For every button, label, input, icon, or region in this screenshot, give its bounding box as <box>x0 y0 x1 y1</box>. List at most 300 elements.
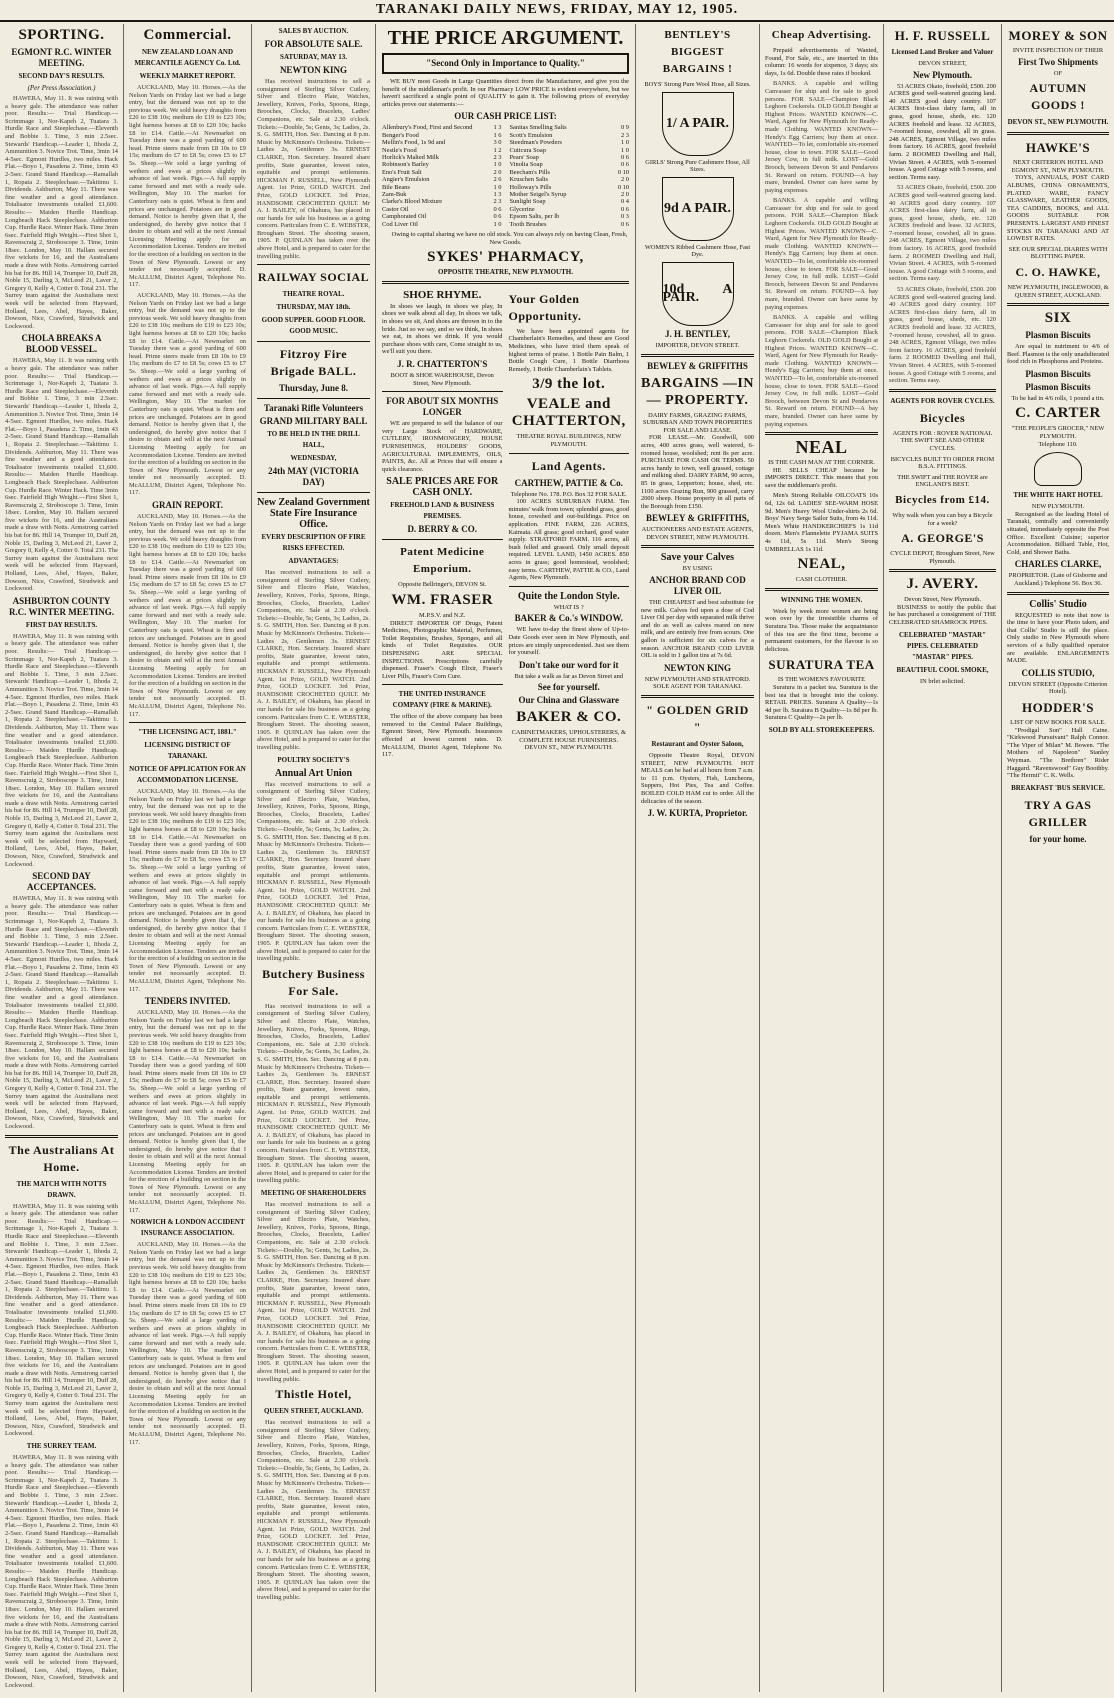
hosiery-price-box <box>662 92 734 156</box>
ad-body: AGENTS FOR : ROVER NATIONAL THE SWIFT SEE AND OTHER CYCLES. <box>892 429 993 452</box>
heading: ASHBURTON COUNTY R.C. WINTER MEETING. <box>8 595 115 617</box>
heading: SALES BY AUCTION. <box>278 27 349 35</box>
price-item: Angier's Emulsion <box>382 176 430 184</box>
heading: for your home. <box>1029 833 1087 844</box>
column-sporting <box>0 24 124 1692</box>
heading: GOOD SUPPER. GOOD FLOOR. GOOD MUSIC. <box>261 316 366 336</box>
article-body: AUCKLAND, May 10. Horses.—As the Nelson Yards on Friday last we had a large entry, but the demand was not up to the previous week. We sold heavy draughts from £20 to £38 10s; medium do £19 to £23 10s; light harness horses at £8 to £20 10s; hacks £8 to £14. Cattle.—At Newmarket on Tuesday there was a good yarding of 600 head. Prime steers made from £8 10s to £9 15s; medium do £7 to £8 5s; cows £5 to £7 5s. Sheep.—We sold a large yarding of wethers and ewes at prices slightly in advance of last week. Pigs.—A full supply came forward and met with a ready sale. Wellington, May 10. The market for Canterbury oats is quiet. Wheat is firm and prices are unchanged. Potatoes are in good demand. Notice is hereby given that I, the undersigned, do hereby give notice that I desire to obtain and will at the next Annual Licensing Meeting apply for an Accommodation License. Tenders are invited for the erection of a building on section in the Town of New Plymouth. Lowest or any tender not necessarily accepted. D. McALLUM, District Agent, Telephone No. 117. <box>129 513 246 718</box>
heading: TO BE HELD IN THE DRILL HALL, <box>267 430 360 450</box>
ad-line: WOMEN'S Ribbed Cashmere Hose, Fast Dye. <box>644 243 751 259</box>
divider <box>5 1135 118 1138</box>
heading: TRY A GAS GRILLER <box>1024 797 1092 829</box>
divider <box>257 341 370 342</box>
ad-body: 53 ACRES Okato, freehold, £500. 200 ACRES good well-watered grazing land. 40 ACRES good dairy country. 107 ACRES first-class dairy farm, all in grass, good house, sheds, etc. 120 ACRES freehold and lease. 32 ACRES, 7-roomed house, cowshed, all in grass. 248 ACRES, Egmont Village, two miles from factory. 16 ACRES, good freehold farm. 2 ROOMED Dwelling and Hall, Vivian Street. 4 ACRES, with 5-roomed house. A good Cottage with 5 rooms, and section. Terms easy. <box>889 184 996 283</box>
ad-title: BENTLEY'S BIGGEST BARGAINS ! <box>662 29 733 75</box>
price-row <box>382 147 629 154</box>
heading: Our China and Glassware <box>518 695 619 706</box>
article-body: AUCKLAND, May 10. Horses.—As the Nelson Yards on Friday last we had a large entry, but the demand was not up to the previous week. We sold heavy draughts from £20 to £38 10s; medium do £19 to £23 10s; light harness horses at £8 to £20 10s; hacks £8 to £14. Cattle.—At Newmarket on Tuesday there was a good yarding of 600 head. Prime steers made from £8 10s to £9 15s; medium do £7 to £8 5s; cows £5 to £7 5s. Sheep.—We sold a large yarding of wethers and ewes at prices slightly in advance of last week. Pigs.—A full supply came forward and met with a ready sale. Wellington, May 10. The market for Canterbury oats is quiet. Wheat is firm and prices are unchanged. Potatoes are in good demand. Notice is hereby given that I, the undersigned, do hereby give notice that I desire to obtain and will at the next Annual Licensing Meeting apply for an Accommodation License. Tenders are invited for the erection of a building on section in the Town of New Plymouth. Lowest or any tender not necessarily accepted. D. McALLUM, District Agent, Telephone No. 117. <box>129 292 246 497</box>
column-notices <box>252 24 376 1692</box>
ad-body: DIRECT IMPORTER OF Drugs, Patent Medicines, Photographic Material, Perfumes, Toilet Requisites, Brushes, Sponges, and all kinds of Toilet Requisites. OUR DISPENSING ARE SPECIAL INSPECTIONS. Prescriptions carefully dispensed. Fraser's Cough Elixir, Fraser's Liver Pills, Fraser's Corn Cure. <box>382 619 503 680</box>
article-body: AUCKLAND, May 10. Horses.—As the Nelson Yards on Friday last we had a large entry, but the demand was not up to the previous week. We sold heavy draughts from £20 to £38 10s; medium do £19 to £23 10s; light harness horses at £8 to £20 10s; hacks £8 to £14. Cattle.—At Newmarket on Tuesday there was a good yarding of 600 head. Prime steers made from £8 10s to £9 15s; medium do £7 to £8 5s; cows £5 to £7 5s. Sheep.—We sold a large yarding of wethers and ewes at prices slightly in advance of last week. Pigs.—A full supply came forward and met with a ready sale. Wellington, May 10. The market for Canterbury oats is quiet. Wheat is firm and prices are unchanged. Potatoes are in good demand. Notice is hereby given that I, the undersigned, do hereby give notice that I desire to obtain and will at the next Annual Licensing Meeting apply for an Accommodation License. Tenders are invited for the erection of a building on section in the Town of New Plymouth. Lowest or any tender not necessarily accepted. D. McALLUM, District Agent, Telephone No. 117. <box>129 84 246 289</box>
price-value: 2 3 <box>493 198 502 206</box>
heading: NEW ZEALAND LOAN AND MERCANTILE AGENCY Co. Ltd. <box>134 48 241 67</box>
dateline: (Per Press Association.) <box>27 84 96 92</box>
heading: SIX <box>1044 310 1072 327</box>
heading: AUTUMN GOODS ! <box>1029 81 1087 113</box>
price-item: Vinolia Soap <box>509 161 543 169</box>
heading: BAKER & Co.'s WINDOW. <box>514 613 623 624</box>
hosiery-price-box <box>662 177 734 241</box>
price-value: 0 6 <box>621 205 629 213</box>
ad-address: AUCTIONEERS AND ESTATE AGENTS, DEVON STREET, NEW PLYMOUTH. <box>641 526 754 541</box>
heading: FREEHOLD LAND & BUSINESS PREMISES. <box>390 501 495 521</box>
heading: Restaurant and Oyster Saloon, <box>651 740 744 748</box>
price-item: Pears' Soap <box>509 154 539 161</box>
price-value: 0 6 <box>493 205 502 213</box>
ad-body: WE are prepared to sell the balance of our very Large Stock of HARDWARE, CUTLERY, IRONMONGERY, HOUSE FURNISHINGS, HOLDERS' GOODS, AGRICULTURAL IMPLEMENTS, OILS, PAINTS, &c. All at Prices that will ensure a quick clearance. <box>382 420 503 473</box>
heading: D. BERRY & CO. <box>407 524 478 535</box>
ad-subtitle: OF <box>1053 69 1063 77</box>
heading: CELEBRATED "MASTAR" PIPES. CELEBRATED "MASTAR" PIPES. <box>898 630 987 661</box>
price-item: Mother Seigel's Syrup <box>509 191 567 199</box>
section-title-commercial: Commercial. <box>143 27 232 43</box>
price-value: 1 2 <box>493 146 502 154</box>
ad-subtitle: BY USING <box>682 565 713 573</box>
article-body: Has received instructions to sell a consignment of Sterling Silver Cutlery, Silver and Electro Plate, Watches, Jewellery, Knives, Forks, Spoons, Rings, Brooches, Clocks, Bracelets, Ladies' Companions, etc. Sale at 2.30 o'clock. Tickets:—Double, 5s; Gents, 3s; Ladies, 2s. S. G. SMITH, Hon. Sec. Dancing at 8 p.m. Music by McKinnon's Orchestra. Tickets—Ladies 2s, Gentlemen 3s. ERNEST CLARKE, Hon. Secretary. Insured share profits, State guarantee, lowest rates, equitable and prompt settlements. HICKMAN F. RUSSELL, New Plymouth Agent. 1st Prize, GOLD WATCH. 2nd Prize, GOLD LOCKET. 3rd Prize, HANDSOME CROCHETED QUILT. Mr A. J. BAILEY, of Okahura, has placed in our hands for sale his business as a going concern. Particulars from C. E. WEBSTER, Brougham Street. The shooting season, 1905. P. QUINLAN has taken over the above Hotel, and is prepared to cater for the travelling public. <box>257 1002 370 1185</box>
hosiery-price-box <box>662 262 734 326</box>
price-value: 2 0 <box>493 168 502 176</box>
heading: Thistle Hotel, <box>275 1387 352 1402</box>
price-value: 1 6 <box>493 131 502 139</box>
section-title-sporting: SPORTING. <box>18 27 105 43</box>
price-tag: 9d A PAIR. <box>663 200 732 216</box>
ad-subtitle: DAIRY FARMS, GRAZING FARMS, SUBURBAN AND TOWN PROPERTIES FOR SALE AND LEASE. <box>642 411 753 434</box>
price-item: Beecham's Pills <box>509 168 550 176</box>
heading: Annual Art Union <box>274 767 353 779</box>
heading: C. CARTER <box>1015 405 1101 422</box>
divider <box>257 492 370 493</box>
heading: First Two Shipments <box>1018 56 1098 67</box>
heading: Quite the London Style. <box>517 590 620 602</box>
heading: WEDNESDAY, <box>290 454 337 463</box>
heading: Save your Calves <box>660 552 735 564</box>
heading: See for yourself. <box>537 682 600 693</box>
heading: TENDERS INVITED. <box>144 996 231 1007</box>
heading: NOTICE OF APPLICATION FOR AN ACCOMMODATION LICENSE. <box>129 765 246 785</box>
heading: RAILWAY SOCIAL <box>257 270 370 285</box>
ad-address: Devon Street, New Plymouth. <box>904 596 981 604</box>
heading: SHOE RHYME. <box>403 288 482 301</box>
heading: H. F. RUSSELL <box>894 28 991 43</box>
divider <box>889 569 996 572</box>
heading: Bicycles from £14. <box>895 493 990 506</box>
ad-body: 100 ACRES SUBURBAN FARM. Ten minutes' walk from town; splendid grass, good house, cowshed and out-buildings. Price on application. FINE FARM, 226 ACRES, Kaimata. All grass; good orchard, good water supply. STRATFORD FARM. 116 acres, all bush felled and grassed. Only small deposit required. LEVEL LAND, 1450 ACRES. 850 acres in grass; good homestead, woolshed; easy terms. CARTHEW, PATTIE & CO., Land Agents, New Plymouth. <box>508 498 629 582</box>
ad-subtitle: INVITE INSPECTION OF THEIR <box>1012 47 1104 54</box>
heading: ANCHOR BRAND COD LIVER OIL <box>649 575 746 597</box>
ad-slogan: "Second Only in Importance to Quality." <box>382 53 629 74</box>
ad-address: NEW PLYMOUTH. <box>1031 503 1085 511</box>
price-list-heading: OUR CASH PRICE LIST: <box>454 111 557 122</box>
heading: SATURDAY, MAY 13. <box>280 53 347 61</box>
divider <box>641 695 754 698</box>
heading: Butchery Business For Sale. <box>262 966 365 998</box>
divider <box>382 684 503 685</box>
heading: NEWTON KING <box>663 662 732 673</box>
ad-subtitle: But take a walk as far as Devon Street and <box>514 672 623 680</box>
ad-body: HE SELLS CHEAP because he IMPORTS DIRECT. This means that you save the middleman's profit. <box>765 466 878 489</box>
price-item: Epsom Salts, per lb <box>509 213 560 221</box>
ad-body: Are equal in nutriment to 4/6 of Beef. Plasmon is the only unadulterated food rich in Phosphorus and Proteins. <box>1007 343 1109 366</box>
column-price-argument <box>376 24 636 1692</box>
heading: SECOND DAY ACCEPTANCES. <box>26 871 97 893</box>
price-value: 2 6 <box>493 176 502 184</box>
price-item: Horlick's Malted Milk <box>382 154 439 161</box>
heading: SOLD BY ALL STOREKEEPERS. <box>768 725 875 734</box>
heading: EVERY DESCRIPTION OF FIRE RISKS EFFECTED. <box>261 533 366 553</box>
heading: WINNING THE WOMEN. <box>780 595 863 604</box>
price-item: Robinson's Barley <box>382 161 429 169</box>
divider <box>257 264 370 265</box>
price-value: 2 0 <box>621 191 629 199</box>
heading: J. H. BENTLEY, <box>665 328 730 339</box>
price-row <box>382 206 629 213</box>
ad-line: SEE OUR SPECIAL DIARIES WITH BLOTTING PAPER. <box>1008 245 1108 261</box>
price-value: 0 10 <box>617 183 629 191</box>
ad-subtitle: IS THE WOMEN'S FAVOURITE <box>777 676 866 684</box>
ad-address: BOOT & SHOE WAREHOUSE, Devon Street, New Plymouth. <box>390 372 494 387</box>
ad-address: "THE PEOPLE'S GROCER," NEW PLYMOUTH. <box>1011 425 1105 441</box>
ad-body: Men's Strong Reliable OILCOATS 10s 6d, 12s 6d. LADIES' SEE-WARM HOSE 9d. Men's Heavy Wool Under-shirts 2s 6d. Boys' Navy Serge Sailor Suits, from 4s 11d. Men's White HANDKERCHIEFS 1s 11d dozen. Men's Flannelette PYJAMA SUITS 4s 11d, 5s 11d. Men's Strong UMBRELLAS 1s 11d. <box>765 492 878 553</box>
price-value: 2 3 <box>493 154 502 161</box>
heading: NEWTON KING <box>279 65 348 75</box>
heading: C. O. HAWKE, <box>1015 264 1101 279</box>
ad-subtitle: PROPRIETOR. (Late of Gisborne and Auckland.) Telephone 56. Box 36. <box>1008 572 1108 587</box>
heading: Taranaki Rifle Volunteers <box>263 403 364 414</box>
heading: FOR ABOUT SIX MONTHS LONGER <box>386 396 499 418</box>
column-russell <box>884 24 1002 1692</box>
heading: 24th MAY (VICTORIA DAY) <box>268 466 359 488</box>
price-value: 2 3 <box>621 131 629 139</box>
divider <box>1007 592 1109 595</box>
divider <box>765 432 878 435</box>
ad-body: "Prodigal Son" Hall Caine. "Kirkwood Pursuivant" Ralph Connor. "The Viper of Milan" M. Bowen. "The Mothers of Napoleon" Stanley Weyman. "The Brethren" Rider Haggard. "Ravenswood" Guy Boothby. "The Hermit" C. K. Wells. <box>1007 726 1109 780</box>
price-value: 1 0 <box>493 220 502 228</box>
article-body: HAWERA, May 11. It was raining with a heavy gale. The attendance was rather poor. Results:— Trial Handicap.—Scrimmage 1, Nor-Kapeh 2, Tuatara 3. Hurdle Race and Steeplechase.—Eleventh and Bobbie 1. Time, 3 min 2.5sec. Stewards' Handicap.—Leader 1, Ithoda 2, Ammunition 3. Novice Trot. Time, 3min 14 4-5sec. Egmont Hurdles, two miles. Hack Flat.—Boyo 1, Pasadena 2. Time, 1min 43 2-5sec. Grand Stand Handicap.—Ramallah 1, Ropata 2. Steeplechase.—Takitimu 1. Dividends. Ashburton, May 11. There was fine weather and a good attendance. Totalisator investments totalled £1,600. Results:— Maiden Hurdle Handicap. Longbeach Hack Steeplechase. Ashburton Cup. Hurdle Race. Winter Hack. Time 3min 6sec. Fairfield High Weight.—First Shot 1, Ravenscraig 2, Stroboscope 3. Time, 1min 18sec. London, May 10. Hallam secured five wickets for 16, and the Australians made a draw with Notts. Armstrong carried his bat for 86. Hill 14, Trumper 10, Duff 28, Noble 15, Darling 3, McLeod 21, Laver 2, Gregory 0, Kelly 4, Cotter 0. Total 231. The Surrey team against the Australians next week will be selected from Hayward, Holland, Lees, Abel, Hayes, Baker, Dowson, Nice, Crawford, Strudwick and Lockwood. <box>5 95 118 330</box>
divider <box>382 539 503 540</box>
price-list <box>382 124 629 228</box>
column-morey <box>1002 24 1114 1692</box>
subcolumn-right <box>509 288 630 762</box>
price-row <box>382 176 629 183</box>
heading: DEVON ST., NEW PLYMOUTH. <box>1007 118 1109 127</box>
classifieds: BANKS. A capable and willing Canvasser for ship and for sale to good persons. FOR SALE—Champion Black Leghorn Cockerels. OLD GOLD Bought at Highest Prices. WANTED KNOWN—C. Ward, Agent for New Plymouth for Ready-made Clothing. WANTED KNOWN—Hendy's Egg Carriers; buy them at once. WANTED—To let, comfortable six-roomed house, close to town. FOR SALE—Good Jersey Cow, in full milk. LOST—Gold Brooch, between Devon St and Pendarves St. Reward on return. FOUND—A bay mare, branded. Owner can have same by paying expenses. <box>765 197 878 311</box>
price-tag: 10d A PAIR. <box>662 282 733 305</box>
price-value: 1 0 <box>493 161 502 169</box>
heading: COLLIS STUDIO, <box>1021 667 1095 678</box>
ad-title: THE PRICE ARGUMENT. <box>387 27 624 49</box>
ad-subtitle: Telephone No. 178. P.O. Box 32 FOR SALE. <box>510 490 627 498</box>
article-body: AUCKLAND, May 10. Horses.—As the Nelson Yards on Friday last we had a large entry, but the demand was not up to the previous week. We sold heavy draughts from £20 to £38 10s; medium do £19 to £23 10s; light harness horses at £8 to £20 10s; hacks £8 to £14. Cattle.—At Newmarket on Tuesday there was a good yarding of 600 head. Prime steers made from £8 10s to £9 15s; medium do £7 to £8 5s; cows £5 to £7 5s. Sheep.—We sold a large yarding of wethers and ewes at prices slightly in advance of last week. Pigs.—A full supply came forward and met with a ready sale. Wellington, May 10. The market for Canterbury oats is quiet. Wheat is firm and prices are unchanged. Potatoes are in good demand. Notice is hereby given that I, the undersigned, do hereby give notice that I desire to obtain and will at the next Annual Licensing Meeting apply for an Accommodation License. Tenders are invited for the erection of a building on section in the Town of New Plymouth. Lowest or any tender not necessarily accepted. D. McALLUM, District Agent, Telephone No. 117. <box>129 1241 246 1446</box>
heading: Bicycles <box>919 410 966 425</box>
column-cheap-advertising <box>760 24 884 1692</box>
ad-line: THE SWIFT and THE ROVER are ENGLAND'S BEST. <box>897 473 988 489</box>
price-item: Mellin's Food, 1s 9d and <box>382 139 446 147</box>
price-item: Bile Beans <box>382 183 410 191</box>
price-row <box>382 132 629 139</box>
price-item: Steedman's Powders <box>509 139 562 147</box>
heading: THEATRE ROYAL. <box>282 290 345 299</box>
heading: HODDER'S <box>1022 699 1094 715</box>
heading: CARTHEW, PATTIE & Co. <box>514 477 623 488</box>
heading: Your Golden Opportunity. <box>508 291 582 323</box>
heading: FOR ABSOLUTE SALE. <box>264 39 363 49</box>
price-value: 0 6 <box>621 154 629 161</box>
price-row <box>382 221 629 228</box>
heading: J. AVERY. <box>906 576 979 593</box>
ad-line: Why walk when you can buy a Bicycle for a week? <box>892 511 993 527</box>
heading: THE SURREY TEAM. <box>26 1442 97 1451</box>
ad-address: Opposite Bellringer's, DEVON St. <box>398 581 487 589</box>
divider <box>509 453 630 454</box>
heading: Licensed Land Broker and Valuer <box>891 48 994 56</box>
heading: EGMONT R.C. WINTER MEETING. <box>11 47 112 68</box>
price-item: Benger's Food <box>382 131 419 139</box>
divider <box>382 281 629 284</box>
heading: POULTRY SOCIETY'S <box>277 755 350 764</box>
heading: " GOLDEN GRID " <box>646 703 749 734</box>
heading: New Plymouth. <box>913 69 972 80</box>
heading: BAKER & CO. <box>516 709 622 726</box>
price-value: 0 6 <box>493 213 502 221</box>
heading: MOREY & SON <box>1008 28 1108 43</box>
price-value: 0 10 <box>617 168 629 176</box>
divider <box>641 545 754 548</box>
heading: QUEEN STREET, AUCKLAND. <box>263 1407 364 1416</box>
heading: VEALE and CHATTERTON, <box>511 396 626 430</box>
heading: LICENSING DISTRICT OF TARANAKI. <box>144 741 231 761</box>
divider <box>889 389 996 392</box>
price-value: 1 3 <box>493 191 502 199</box>
price-row <box>382 169 629 176</box>
heading: Don't take our word for it <box>519 659 619 670</box>
heading: THE WHITE HART HOTEL <box>1013 491 1103 500</box>
price-row <box>382 213 629 220</box>
pharmacy-name: SYKES' PHARMACY, <box>427 249 584 266</box>
price-item: Zam-Buk <box>382 191 407 199</box>
price-tag: 3/9 the lot. <box>532 376 606 393</box>
divider <box>641 354 754 357</box>
classifieds: BANKS. A capable and willing Canvasser for ship and for sale to good persons. FOR SALE—Champion Black Leghorn Cockerels. OLD GOLD Bought at Highest Prices. WANTED KNOWN—C. Ward, Agent for New Plymouth for Ready-made Clothing. WANTED KNOWN—Hendy's Egg Carriers; buy them at once. WANTED—To let, comfortable six-roomed house, close to town. FOR SALE—Good Jersey Cow, in full milk. LOST—Gold Brooch, between Devon St and Pendarves St. Reward on return. FOUND—A bay mare, branded. Owner can have same by paying expenses. <box>765 314 878 428</box>
divider <box>257 398 370 399</box>
price-value: 3 0 <box>493 139 502 147</box>
heading: ADVANTAGES: <box>288 557 339 566</box>
price-item: Cod Liver Oil <box>382 220 418 228</box>
article-body: Has received instructions to sell a consignment of Sterling Silver Cutlery, Silver and Electro Plate, Watches, Jewellery, Knives, Forks, Spoons, Rings, Brooches, Clocks, Bracelets, Ladies' Companions, etc. Sale at 2.30 o'clock. Tickets:—Double, 5s; Gents, 3s; Ladies, 2s. S. G. SMITH, Hon. Sec. Dancing at 8 p.m. Music by McKinnon's Orchestra. Tickets—Ladies 2s, Gentlemen 3s. ERNEST CLARKE, Hon. Secretary. Insured share profits, State guarantee, lowest rates, equitable and prompt settlements. HICKMAN F. RUSSELL, New Plymouth Agent. 1st Prize, GOLD WATCH. 2nd Prize, GOLD LOCKET. 3rd Prize, HANDSOME CROCHETED QUILT. Mr A. J. BAILEY, of Okahura, has placed in our hands for sale his business as a going concern. Particulars from C. E. WEBSTER, Brougham Street. The shooting season, 1905. P. QUINLAN has taken over the above Hotel, and is prepared to cater for the travelling public. <box>257 780 370 963</box>
price-value: 1 0 <box>621 146 629 154</box>
heading: BEAUTIFUL COOL SMOKE, <box>896 665 989 674</box>
heading: Patent Medicine Emporium. <box>400 546 485 576</box>
heading: THE UNITED INSURANCE COMPANY (FIRE & MARINE). <box>392 690 492 710</box>
article-body: HAWERA, May 11. It was raining with a heavy gale. The attendance was rather poor. Results:— Trial Handicap.—Scrimmage 1, Nor-Kapeh 2, Tuatara 3. Hurdle Race and Steeplechase.—Eleventh and Bobbie 1. Time, 3 min 2.5sec. Stewards' Handicap.—Leader 1, Ithoda 2, Ammunition 3. Novice Trot. Time, 3min 14 4-5sec. Egmont Hurdles, two miles. Hack Flat.—Boyo 1, Pasadena 2. Time, 1min 43 2-5sec. Grand Stand Handicap.—Ramallah 1, Ropata 2. Steeplechase.—Takitimu 1. Dividends. Ashburton, May 11. There was fine weather and a good attendance. Totalisator investments totalled £1,600. Results:— Maiden Hurdle Handicap. Longbeach Hack Steeplechase. Ashburton Cup. Hurdle Race. Winter Hack. Time 3min 6sec. Fairfield High Weight.—First Shot 1, Ravenscraig 2, Stroboscope 3. Time, 1min 18sec. London, May 10. Hallam secured five wickets for 16, and the Australians made a draw with Notts. Armstrong carried his bat for 86. Hill 14, Trumper 10, Duff 28, Noble 15, Darling 3, McLeod 21, Laver 2, Gregory 0, Kelly 4, Cotter 0. Total 231. The Surrey team against the Australians next week will be selected from Hayward, Holland, Lees, Abel, Hayes, Baker, Dowson, Nice, Crawford, Strudwick and Lockwood. <box>5 1454 118 1689</box>
price-tag: 1/ A PAIR. <box>665 115 730 131</box>
price-item: Eno's Fruit Salt <box>382 168 422 176</box>
price-item: Tooth Brushes <box>509 220 547 228</box>
ad-body: We have been appointed agents for Chamberlain's Remedies, and these are Good Medicines, who have tried them speak of highest terms of praise. 1 Bottle Pain Balm, 1 Bottle Cough Cure, 1 Bottle Diarrhoea Remedy, 1 Bottle Chamberlain's Tablets. <box>508 327 629 373</box>
price-value: 1 3 <box>493 124 502 132</box>
masthead: TARANAKI DAILY NEWS, FRIDAY, MAY 12, 1905. <box>0 0 1114 22</box>
heading: THE MATCH WITH NOTTS DRAWN. <box>16 1179 107 1199</box>
heading: BARGAINS —IN— PROPERTY. <box>641 375 754 408</box>
poem: In shoes we laugh, in shoes we play, In shoes we walk about all day, In shoes we talk, in shoes we sit, And shoes are thrown in to the bride. Just so we say, and so we think, In shoes we eat, in shoes we drink. If you would purchase shoes with care, Come straight to us, we'll suit you there. <box>382 302 503 356</box>
ad-address: CYCLE DEPOT, Brougham Street, New Plymouth. <box>890 550 995 565</box>
ad-address: NEW PLYMOUTH AND STRATFORD. SOLE AGENT FOR TARANAKI. <box>644 675 751 691</box>
divider <box>1007 132 1109 135</box>
ad-body: BUSINESS to notify the public that he has purchased a consignment of THE CELEBRATED SHAMROCK PIPES. <box>889 603 996 627</box>
heading: Plasmon Biscuits <box>1025 368 1091 379</box>
heading: J. W. KURTA, Proprietor. <box>647 808 748 819</box>
price-value: 1 0 <box>493 183 502 191</box>
article-body: HAWERA, May 11. It was raining with a heavy gale. The attendance was rather poor. Results:— Trial Handicap.—Scrimmage 1, Nor-Kapeh 2, Tuatara 3. Hurdle Race and Steeplechase.—Eleventh and Bobbie 1. Time, 3 min 2.5sec. Stewards' Handicap.—Leader 1, Ithoda 2, Ammunition 3. Novice Trot. Time, 3min 14 4-5sec. Egmont Hurdles, two miles. Hack Flat.—Boyo 1, Pasadena 2. Time, 1min 43 2-5sec. Grand Stand Handicap.—Ramallah 1, Ropata 2. Steeplechase.—Takitimu 1. Dividends. Ashburton, May 11. There was fine weather and a good attendance. Totalisator investments totalled £1,600. Results:— Maiden Hurdle Handicap. Longbeach Hack Steeplechase. Ashburton Cup. Hurdle Race. Winter Hack. Time 3min 6sec. Fairfield High Weight.—First Shot 1, Ravenscraig 2, Stroboscope 3. Time, 1min 18sec. London, May 10. Hallam secured five wickets for 16, and the Australians made a draw with Notts. Armstrong carried his bat for 86. Hill 14, Trumper 10, Duff 28, Noble 15, Darling 3, McLeod 21, Laver 2, Gregory 0, Kelly 4, Cotter 0. Total 231. The Surrey team against the Australians next week will be selected from Hayward, Holland, Lees, Abel, Hayes, Baker, Dowson, Nice, Crawford, Strudwick and Lockwood. <box>5 1202 118 1438</box>
price-value: 0 6 <box>621 161 629 169</box>
ad-body: Recognised as the leading Hotel of Taranaki, centrally and conveniently situated, immediately opposite the Post Office. Excellent Cuisine; superior Accommodation. Billiard Table, Hot, Cold, and Shower Baths. <box>1007 510 1109 556</box>
price-row <box>382 154 629 161</box>
ad-line: IN brlet solicited. <box>920 677 965 685</box>
price-item: Allenbury's Food, First and Second <box>382 124 473 132</box>
ad-subtitle: WHAT IS ? <box>553 603 584 611</box>
ad-line: To be had in 4/6 rolls, 1 pound a tin. <box>1011 394 1105 402</box>
ad-body: 53 ACRES Okato, freehold, £500. 200 ACRES good well-watered grazing land. 40 ACRES good dairy country. 107 ACRES first-class dairy farm, all in grass, good house, sheds, etc. 120 ACRES freehold and lease. 32 ACRES, 7-roomed house, cowshed, all in grass. 248 ACRES, Egmont Village, two miles from factory. 16 ACRES, good freehold farm. 2 ROOMED Dwelling and Hall, Vivian Street. 4 ACRES, with 5-roomed house. A good Cottage with 5 rooms, and section. Terms easy. <box>889 82 996 181</box>
ad-intro: Prepaid advertisements of Wanted, Found, For Sale, etc., are inserted in this column: 16 words for sixpence, 3 days; six days, 1s 6d. Double these rates if booked. <box>765 47 878 77</box>
price-item: Sunlight Soap <box>509 198 546 206</box>
article-body: Has received instructions to sell a consignment of Sterling Silver Cutlery, Silver and Electro Plate, Watches, Jewellery, Knives, Forks, Spoons, Rings, Brooches, Clocks, Bracelets, Ladies' Companions, etc. Sale at 2.30 o'clock. Tickets:—Double, 5s; Gents, 3s; Ladies, 2s. S. G. SMITH, Hon. Sec. Dancing at 8 p.m. Music by McKinnon's Orchestra. Tickets—Ladies 2s, Gentlemen 3s. ERNEST CLARKE, Hon. Secretary. Insured share profits, State guarantee, lowest rates, equitable and prompt settlements. HICKMAN F. RUSSELL, New Plymouth Agent. 1st Prize, GOLD WATCH. 2nd Prize, GOLD LOCKET. 3rd Prize, HANDSOME CROCHETED QUILT. Mr A. J. BAILEY, of Okahura, has placed in our hands for sale his business as a going concern. Particulars from C. E. WEBSTER, Brougham Street. The shooting season, 1905. P. QUINLAN has taken over the above Hotel, and is prepared to cater for the travelling public. <box>257 569 370 751</box>
ad-title: Cheap Advertising. <box>771 29 872 41</box>
price-value: 2 0 <box>621 176 629 184</box>
divider <box>129 722 246 723</box>
price-item: Holloway's Pills <box>509 183 552 191</box>
article-body: AUCKLAND, May 10. Horses.—As the Nelson Yards on Friday last we had a large entry, but the demand was not up to the previous week. We sold heavy draughts from £20 to £38 10s; medium do £19 to £23 10s; light harness horses at £8 to £20 10s; hacks £8 to £14. Cattle.—At Newmarket on Tuesday there was a good yarding of 600 head. Prime steers made from £8 10s to £9 15s; medium do £7 to £8 5s; cows £5 to £7 5s. Sheep.—We sold a large yarding of wethers and ewes at prices slightly in advance of last week. Pigs.—A full supply came forward and met with a ready sale. Wellington, May 10. The market for Canterbury oats is quiet. Wheat is firm and prices are unchanged. Potatoes are in good demand. Notice is hereby given that I, the undersigned, do hereby give notice that I desire to obtain and will at the next Annual Licensing Meeting apply for an Accommodation License. Tenders are invited for the erection of a building on section in the Town of New Plymouth. Lowest or any tender not necessarily accepted. D. McALLUM, District Agent, Telephone No. 117. <box>129 1009 246 1214</box>
ad-body: Week by week more women are being won over by the irresistible charms of Suratura Tea. Those make the acquaintance of this tea are the first time, become a permanent customers, for the flavour is so delicious. <box>765 607 878 653</box>
heading: WEEKLY MARKET REPORT. <box>139 72 236 80</box>
heading: Collis' Studio <box>1029 598 1087 610</box>
price-item: Kruschen Salts <box>509 176 549 184</box>
article-body: AUCKLAND, May 10. Horses.—As the Nelson Yards on Friday last we had a large entry, but the demand was not up to the previous week. We sold heavy draughts from £20 to £38 10s; medium do £19 to £23 10s; light harness horses at £8 to £20 10s; hacks £8 to £14. Cattle.—At Newmarket on Tuesday there was a good yarding of 600 head. Prime steers made from £8 10s to £9 15s; medium do £7 to £8 5s; cows £5 to £7 5s. Sheep.—We sold a large yarding of wethers and ewes at prices slightly in advance of last week. Pigs.—A full supply came forward and met with a ready sale. Wellington, May 10. The market for Canterbury oats is quiet. Wheat is firm and prices are unchanged. Potatoes are in good demand. Notice is hereby given that I, the undersigned, do hereby give notice that I desire to obtain and will at the next Annual Licensing Meeting apply for an Accommodation License. Tenders are invited for the erection of a building on section in the Town of New Plymouth. Lowest or any tender not necessarily accepted. D. McALLUM, District Agent, Telephone No. 117. <box>129 788 246 993</box>
price-row <box>382 139 629 146</box>
price-item: Camphorated Oil <box>382 213 427 221</box>
divider <box>1007 303 1109 306</box>
royal-crest-icon <box>1034 452 1082 486</box>
price-value: 0 9 <box>621 124 629 132</box>
heading: Plasmon Biscuits <box>1025 381 1091 392</box>
divider <box>765 588 878 591</box>
ad-closing: Owing to capital sharing we have no old stock. You can always rely on having Clean, Fresh, New Goods. <box>391 231 628 246</box>
ad-address: CABINETMAKERS, UPHOLSTERERS, & COMPLETE HOUSE FURNISHERS. DEVON ST., NEW PLYMOUTH. <box>511 729 626 752</box>
ad-subtitle: M.P.S.V. and N.Z. <box>419 611 466 619</box>
ad-address: NEXT CRITERION HOTEL AND EGMONT ST., NEW PLYMOUTH. <box>1011 159 1105 174</box>
column-bentley <box>636 24 760 1692</box>
price-row <box>382 161 629 168</box>
heading: SECOND DAY'S RESULTS. <box>18 72 105 80</box>
price-row <box>382 124 629 131</box>
heading: BREAKFAST 'BUS SERVICE. <box>1011 783 1105 792</box>
heading: "THE LICENSING ACT, 1881." <box>138 728 237 737</box>
price-item: Nestle's Food <box>382 146 417 154</box>
ad-body: 53 ACRES Okato, freehold, £500. 200 ACRES good well-watered grazing land. 40 ACRES good dairy country. 107 ACRES first-class dairy farm, all in grass, good house, sheds, etc. 120 ACRES freehold and lease. 32 ACRES, 7-roomed house, cowshed, all in grass. 248 ACRES, Egmont Village, two miles from factory. 16 ACRES, good freehold farm. 2 ROOMED Dwelling and Hall, Vivian Street. 4 ACRES, with 5-roomed house. A good Cottage with 5 rooms, and section. Terms easy. <box>889 286 996 385</box>
heading: SALE PRICES ARE FOR CASH ONLY. <box>386 476 499 499</box>
heading: WM. FRASER <box>391 591 494 608</box>
heading: CHARLES CLARKE, <box>1014 559 1102 570</box>
heading: BEWLEY & GRIFFITHS, <box>646 513 749 524</box>
heading: AGENTS FOR ROVER CYCLES. <box>890 396 995 405</box>
heading: THURSDAY, MAY 18th. <box>276 303 351 312</box>
divider <box>382 391 503 392</box>
article-body: Has received instructions to sell a consignment of Sterling Silver Cutlery, Silver and Electro Plate, Watches, Jewellery, Knives, Forks, Spoons, Rings, Brooches, Clocks, Bracelets, Ladies' Companions, etc. Sale at 2.30 o'clock. Tickets:—Double, 5s; Gents, 3s; Ladies, 2s. S. G. SMITH, Hon. Sec. Dancing at 8 p.m. Music by McKinnon's Orchestra. Tickets—Ladies 2s, Gentlemen 3s. ERNEST CLARKE, Hon. Secretary. Insured share profits, State guarantee, lowest rates, equitable and prompt settlements. HICKMAN F. RUSSELL, New Plymouth Agent. 1st Prize, GOLD WATCH. 2nd Prize, GOLD LOCKET. 3rd Prize, HANDSOME CROCHETED QUILT. Mr A. J. BAILEY, of Okahura, has placed in our hands for sale his business as a going concern. Particulars from C. E. WEBSTER, Brougham Street. The shooting season, 1905. P. QUINLAN has taken over the above Hotel, and is prepared to cater for the travelling public. <box>257 1419 370 1601</box>
ad-intro: WE BUY most Goods in Large Quantities direct from the Manufacturer, and give you the benefit of the middleman's profit. In our Pharmacy LOW PRICE is evident everywhere, but we haven't sacrificed a single point of QUALITY to gain it. The following prices of everyday articles prove our statements:— <box>382 78 629 108</box>
article-body: HAWERA, May 11. It was raining with a heavy gale. The attendance was rather poor. Results:— Trial Handicap.—Scrimmage 1, Nor-Kapeh 2, Tuatara 3. Hurdle Race and Steeplechase.—Eleventh and Bobbie 1. Time, 3 min 2.5sec. Stewards' Handicap.—Leader 1, Ithoda 2, Ammunition 3. Novice Trot. Time, 3min 14 4-5sec. Egmont Hurdles, two miles. Hack Flat.—Boyo 1, Pasadena 2. Time, 1min 43 2-5sec. Grand Stand Handicap.—Ramallah 1, Ropata 2. Steeplechase.—Takitimu 1. Dividends. Ashburton, May 11. There was fine weather and a good attendance. Totalisator investments totalled £1,600. Results:— Maiden Hurdle Handicap. Longbeach Hack Steeplechase. Ashburton Cup. Hurdle Race. Winter Hack. Time 3min 6sec. Fairfield High Weight.—First Shot 1, Ravenscraig 2, Stroboscope 3. Time, 1min 18sec. London, May 10. Hallam secured five wickets for 16, and the Australians made a draw with Notts. Armstrong carried his bat for 86. Hill 14, Trumper 10, Duff 28, Noble 15, Darling 3, McLeod 21, Laver 2, Gregory 0, Kelly 4, Cotter 0. Total 231. The Surrey team against the Australians next week will be selected from Hayward, Holland, Lees, Abel, Hayes, Baker, Dowson, Nice, Crawford, Strudwick and Lockwood. <box>5 895 118 1131</box>
ad-body: WE have to-day the finest show of Up-to-Date Goods ever seen in New Plymouth, and prices are simply unprecedented. Just see them for yourself. <box>508 626 629 657</box>
classifieds: BANKS. A capable and willing Canvasser for ship and for sale to good persons. FOR SALE—Champion Black Leghorn Cockerels. OLD GOLD Bought at Highest Prices. WANTED KNOWN—C. Ward, Agent for New Plymouth for Ready-made Clothing. WANTED KNOWN—Hendy's Egg Carriers; buy them at once. WANTED—To let, comfortable six-roomed house, close to town. FOR SALE—Good Jersey Cow, in full milk. LOST—Gold Brooch, between Devon St and Pendarves St. Reward on return. FOUND—A bay mare, branded. Owner can have same by paying expenses. <box>765 80 878 194</box>
heading: Plasmon Biscuits <box>1025 330 1091 341</box>
heading: Thursday, June 8. <box>278 383 349 394</box>
heading: CHOLA BREAKS A BLOOD VESSEL. <box>21 333 102 355</box>
ad-address: IMPORTER, DEVON STREET. <box>655 341 740 349</box>
price-value: 0 6 <box>621 220 629 228</box>
divider <box>509 586 630 587</box>
price-item: Sanitas Smelling Salts <box>509 124 567 132</box>
ad-body: TOYS, ANNUALS, POST CARD ALBUMS, CHINA ORNAMENTS, PLATED WARE, FANCY GLASSWARE, LEATHER GOODS, TEA CADDIES, BOOKS, and ALL GOODS SUITABLE FOR PRESENTS. LARGEST AND FINEST STOCKS IN TARANAKI AND AT LOWEST RATES. <box>1007 174 1109 243</box>
ad-address: DEVON STREET (Opposite Criterion Hotel). <box>1008 680 1108 696</box>
ad-subtitle: CASH CLOTHIER. <box>795 576 848 584</box>
price-value: 0 3 <box>621 213 629 221</box>
heading: NEAL <box>795 437 848 458</box>
price-item: Glycerine <box>509 205 535 213</box>
price-row <box>382 184 629 191</box>
ad-body: FOR LEASE.—Mr. Goodwill, 600 acres, 400 acres grass, well watered, 6-roomed house, woolshed; rent 8s per acre. PURCHASE FOR CASH OR TERMS. 50 acres handy to town, well grassed, cottage and milking shed. DAIRY FARM, 90 acres, 85 in grass, Lepperton; house, shed, etc. 1100 acres Grazing Run, 900 grassed, carry 2000 sheep. House property in all parts of the Borough from £150. <box>641 434 754 510</box>
ad-body: Opposite Theatre Royal, DEVON STREET, NEW PLYMOUTH. HOT MEALS can be had at all hours from 7 a.m. to 11 p.m. Oysters, Fish, Luncheons, Suppers, Hot Pies, Tea and Coffee. BOILED COLD HAM cut to order. All the delicacies of the season. <box>641 752 754 805</box>
article-body: HAWERA, May 11. It was raining with a heavy gale. The attendance was rather poor. Results:— Trial Handicap.—Scrimmage 1, Nor-Kapeh 2, Tuatara 3. Hurdle Race and Steeplechase.—Eleventh and Bobbie 1. Time, 3 min 2.5sec. Stewards' Handicap.—Leader 1, Ithoda 2, Ammunition 3. Novice Trot. Time, 3min 14 4-5sec. Egmont Hurdles, two miles. Hack Flat.—Boyo 1, Pasadena 2. Time, 1min 43 2-5sec. Grand Stand Handicap.—Ramallah 1, Ropata 2. Steeplechase.—Takitimu 1. Dividends. Ashburton, May 11. There was fine weather and a good attendance. Totalisator investments totalled £1,600. Results:— Maiden Hurdle Handicap. Longbeach Hack Steeplechase. Ashburton Cup. Hurdle Race. Winter Hack. Time 3min 6sec. Fairfield High Weight.—First Shot 1, Ravenscraig 2, Stroboscope 3. Time, 1min 18sec. London, May 10. Hallam secured five wickets for 16, and the Australians made a draw with Notts. Armstrong carried his bat for 86. Hill 14, Trumper 10, Duff 28, Noble 15, Darling 3, McLeod 21, Laver 2, Gregory 0, Kelly 4, Cotter 0. Total 231. The Surrey team against the Australians next week will be selected from Hayward, Holland, Lees, Abel, Hayes, Baker, Dowson, Nice, Crawford, Strudwick and Lockwood. <box>5 632 118 868</box>
ad-subtitle: IS THE CASH MAN AT THE CORNER. <box>768 459 875 467</box>
price-value: 1 0 <box>621 139 629 147</box>
heading: GRAND MILITARY BALL <box>259 416 368 427</box>
heading: A. GEORGE'S <box>901 531 984 546</box>
heading: SURATURA TEA <box>768 657 875 673</box>
ad-subtitle: LIST OF NEW BOOKS FOR SALE. <box>1010 718 1106 726</box>
price-item: Clarke's Blood Mixture <box>382 198 443 206</box>
price-item: Castor Oil <box>382 205 409 213</box>
heading: J. R. CHATTERTON'S <box>397 359 488 369</box>
price-item: Scott's Emulsion <box>509 131 553 139</box>
heading: Fitzroy Fire Brigade BALL. <box>270 347 357 379</box>
ad-body: REQUESTED to note that now is the time to have your Photo taken, and that Collis' Studio is still the place. Only studio in New Plymouth where services of a fully qualified operator are available. ENLARGEMENTS MADE. <box>1007 611 1109 665</box>
ad-body: Suratura in a packet tea. Suratura is the best tea that is brought into the colony. RETAIL PRICES. Suratura A Quality—1s 4d per lb. Suratura B Quality—1s 8d per lb. Suratura C Quality—2s per lb. <box>765 683 878 722</box>
ad-body: The office of the above company has been removed to the Central Palace Buildings, Egmont Street, New Plymouth. Insurances effected at lowest current rates. D. McALLUM, District Agent, Telephone No. 117. <box>382 713 503 759</box>
ad-line: Telephone 110. <box>1038 440 1078 448</box>
heading: Land Agents. <box>531 458 606 473</box>
article-body: HAWERA, May 11. It was raining with a heavy gale. The attendance was rather poor. Results:— Trial Handicap.—Scrimmage 1, Nor-Kapeh 2, Tuatara 3. Hurdle Race and Steeplechase.—Eleventh and Bobbie 1. Time, 3 min 2.5sec. Stewards' Handicap.—Leader 1, Ithoda 2, Ammunition 3. Novice Trot. Time, 3min 14 4-5sec. Egmont Hurdles, two miles. Hack Flat.—Boyo 1, Pasadena 2. Time, 1min 43 2-5sec. Grand Stand Handicap.—Ramallah 1, Ropata 2. Steeplechase.—Takitimu 1. Dividends. Ashburton, May 11. There was fine weather and a good attendance. Totalisator investments totalled £1,600. Results:— Maiden Hurdle Handicap. Longbeach Hack Steeplechase. Ashburton Cup. Hurdle Race. Winter Hack. Time 3min 6sec. Fairfield High Weight.—First Shot 1, Ravenscraig 2, Stroboscope 3. Time, 1min 18sec. London, May 10. Hallam secured five wickets for 16, and the Australians made a draw with Notts. Armstrong carried his bat for 86. Hill 14, Trumper 10, Duff 28, Noble 15, Darling 3, McLeod 21, Laver 2, Gregory 0, Kelly 4, Cotter 0. Total 231. The Surrey team against the Australians next week will be selected from Hayward, Holland, Lees, Abel, Hayes, Baker, Dowson, Nice, Crawford, Strudwick and Lockwood. <box>5 357 118 593</box>
heading: HAWKE'S <box>1025 140 1091 156</box>
column-commercial <box>124 24 252 1692</box>
heading: MEETING OF SHAREHOLDERS <box>260 1189 367 1197</box>
subcolumn-left <box>382 288 503 762</box>
pharmacy-address: OPPOSITE THEATRE, NEW PLYMOUTH. <box>438 268 573 277</box>
price-row <box>382 198 629 205</box>
heading: NORWICH & LONDON ACCIDENT INSURANCE ASSOCIATION. <box>130 1218 245 1238</box>
ad-line: GIRLS' Strong Pure Cashmere Hose, All Sizes. <box>645 158 750 174</box>
ad-address: THEATRE ROYAL BUILDINGS, NEW PLYMOUTH. <box>516 433 622 448</box>
price-row <box>382 191 629 198</box>
ad-line: BOYS' Strong Pure Wool Hose, all Sizes. <box>644 81 751 88</box>
article-body: Has received instructions to sell a consignment of Sterling Silver Cutlery, Silver and Electro Plate, Watches, Jewellery, Knives, Forks, Spoons, Rings, Brooches, Clocks, Bracelets, Ladies' Companions, etc. Sale at 2.30 o'clock. Tickets:—Double, 5s; Gents, 3s; Ladies, 2s. S. G. SMITH, Hon. Sec. Dancing at 8 p.m. Music by McKinnon's Orchestra. Tickets—Ladies 2s, Gentlemen 3s. ERNEST CLARKE, Hon. Secretary. Insured share profits, State guarantee, lowest rates, equitable and prompt settlements. HICKMAN F. RUSSELL, New Plymouth Agent. 1st Prize, GOLD WATCH. 2nd Prize, GOLD LOCKET. 3rd Prize, HANDSOME CROCHETED QUILT. Mr A. J. BAILEY, of Okahura, has placed in our hands for sale his business as a going concern. Particulars from C. E. WEBSTER, Brougham Street. The shooting season, 1905. P. QUINLAN has taken over the above Hotel, and is prepared to cater for the travelling public. <box>257 78 370 260</box>
ad-line: BICYCLES BUILT TO ORDER FROM B.S.A. FITTINGS. <box>890 455 995 471</box>
